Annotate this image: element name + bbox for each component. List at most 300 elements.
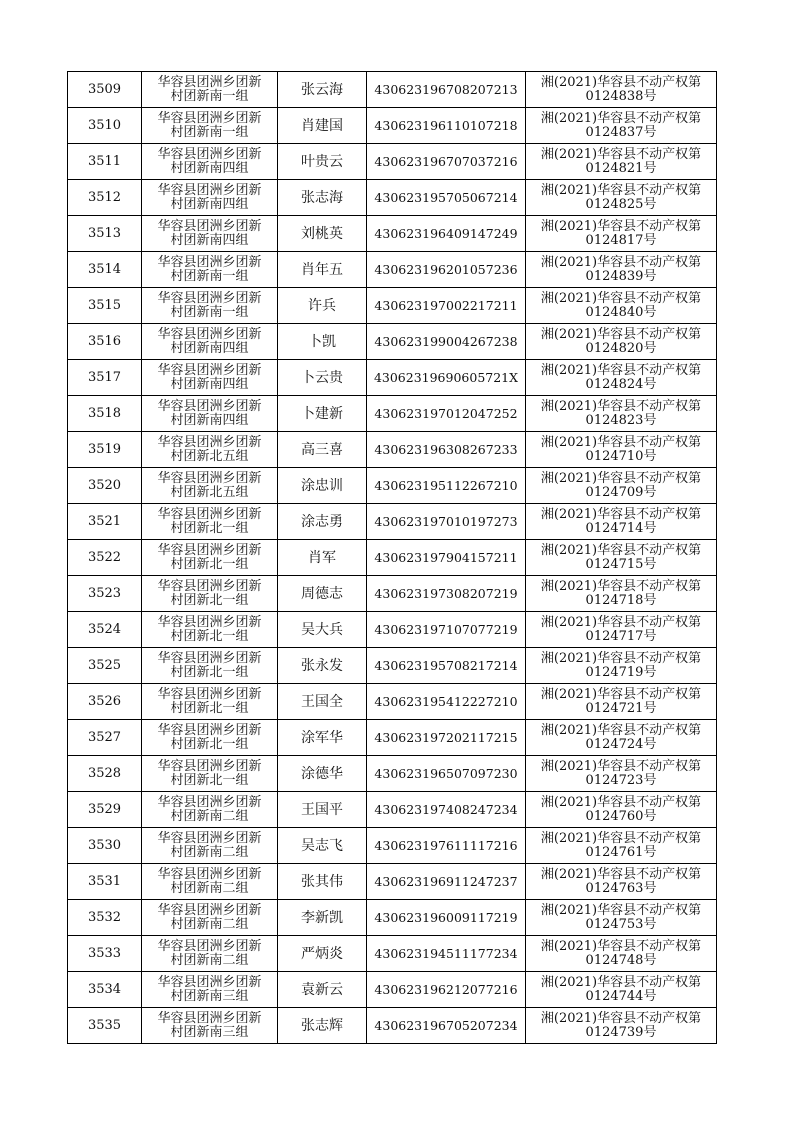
serial-number-cell-text: 3518 [87, 405, 122, 421]
location-cell-text: 华容县团洲乡团新 [157, 146, 262, 162]
serial-number-cell-text: 3523 [87, 585, 122, 601]
table-row [68, 1008, 717, 1044]
location-cell-text: 华容县团洲乡团新 [157, 758, 262, 774]
table-row [68, 360, 717, 396]
owner-name-cell [278, 684, 367, 720]
owner-name-cell [278, 720, 367, 756]
owner-name-cell-text: 高三喜 [301, 441, 343, 458]
table-row [68, 540, 717, 576]
location-cell-text: 村团新南四组 [170, 376, 249, 392]
certificate-number-cell-text: 0124718号 [585, 592, 657, 608]
certificate-number-cell-text: 0124837号 [585, 124, 657, 140]
table-row [68, 864, 717, 900]
owner-name-cell [278, 360, 367, 396]
owner-name-cell [278, 972, 367, 1008]
owner-name-cell [278, 756, 367, 792]
table-row [68, 828, 717, 864]
owner-name-cell [278, 144, 367, 180]
id-number-cell-text: 430623196110107218 [374, 117, 518, 133]
id-number-cell [367, 72, 526, 108]
owner-name-cell [278, 504, 367, 540]
certificate-number-cell [526, 108, 717, 144]
id-number-cell-text: 430623196009117219 [374, 909, 518, 925]
owner-name-cell-text: 张志海 [301, 189, 343, 206]
owner-name-cell [278, 612, 367, 648]
owner-name-cell [278, 180, 367, 216]
table-row [68, 396, 717, 432]
id-number-cell [367, 828, 526, 864]
certificate-number-cell [526, 936, 717, 972]
location-cell [142, 324, 278, 360]
serial-number-cell-text: 3509 [87, 81, 122, 97]
id-number-cell [367, 684, 526, 720]
certificate-number-cell-text: 0124721号 [585, 700, 657, 716]
serial-number-cell-text: 3511 [87, 153, 122, 169]
certificate-number-cell-text: 0124724号 [585, 736, 657, 752]
serial-number-cell [68, 936, 142, 972]
location-cell-text: 华容县团洲乡团新 [157, 218, 262, 234]
location-cell-text: 村团新南四组 [170, 196, 249, 212]
id-number-cell [367, 504, 526, 540]
certificate-number-cell-text: 0124761号 [585, 844, 657, 860]
location-cell [142, 936, 278, 972]
certificate-number-cell-text: 湘(2021)华容县不动产权第 [540, 722, 702, 738]
id-number-cell [367, 468, 526, 504]
id-number-cell-text: 430623197202117215 [374, 729, 518, 745]
location-cell [142, 108, 278, 144]
location-cell-text: 村团新北一组 [170, 520, 249, 536]
serial-number-cell [68, 432, 142, 468]
id-number-cell [367, 144, 526, 180]
location-cell-text: 村团新南四组 [170, 412, 249, 428]
owner-name-cell-text: 许兵 [308, 297, 336, 314]
owner-name-cell-text: 张其伟 [301, 873, 343, 890]
location-cell [142, 216, 278, 252]
id-number-cell-text: 430623196708207213 [374, 81, 518, 97]
owner-name-cell-text: 吴志飞 [301, 837, 343, 854]
certificate-number-cell-text: 湘(2021)华容县不动产权第 [540, 362, 702, 378]
id-number-cell-text: 430623196308267233 [374, 441, 518, 457]
certificate-number-cell-text: 0124840号 [585, 304, 657, 320]
certificate-number-cell-text: 0124715号 [585, 556, 657, 572]
serial-number-cell-text: 3519 [87, 441, 122, 457]
owner-name-cell [278, 432, 367, 468]
certificate-number-cell-text: 湘(2021)华容县不动产权第 [540, 182, 702, 198]
serial-number-cell-text: 3521 [87, 513, 122, 529]
location-cell-text: 华容县团洲乡团新 [157, 506, 262, 522]
id-number-cell-text: 430623197010197273 [374, 513, 518, 529]
certificate-number-cell-text: 湘(2021)华容县不动产权第 [540, 938, 702, 954]
serial-number-cell [68, 684, 142, 720]
location-cell [142, 612, 278, 648]
location-cell-text: 村团新南一组 [170, 124, 249, 140]
table-row [68, 972, 717, 1008]
id-number-cell [367, 972, 526, 1008]
owner-name-cell [278, 648, 367, 684]
location-cell-text: 华容县团洲乡团新 [157, 398, 262, 414]
location-cell [142, 828, 278, 864]
location-cell [142, 684, 278, 720]
owner-name-cell-text: 王国全 [301, 693, 343, 710]
certificate-number-cell-text: 0124763号 [585, 880, 657, 896]
serial-number-cell-text: 3534 [87, 981, 122, 997]
location-cell-text: 华容县团洲乡团新 [157, 1010, 262, 1026]
serial-number-cell [68, 756, 142, 792]
location-cell-text: 村团新北一组 [170, 772, 249, 788]
serial-number-cell-text: 3528 [87, 765, 122, 781]
certificate-number-cell [526, 252, 717, 288]
property-certificate-table [67, 71, 717, 1044]
table-row [68, 144, 717, 180]
location-cell-text: 村团新南二组 [170, 808, 249, 824]
certificate-number-cell-text: 湘(2021)华容县不动产权第 [540, 542, 702, 558]
serial-number-cell-text: 3532 [87, 909, 122, 925]
certificate-number-cell-text: 湘(2021)华容县不动产权第 [540, 614, 702, 630]
serial-number-cell [68, 828, 142, 864]
location-cell-text: 华容县团洲乡团新 [157, 578, 262, 594]
certificate-number-cell [526, 540, 717, 576]
certificate-number-cell-text: 0124723号 [585, 772, 657, 788]
serial-number-cell [68, 1008, 142, 1044]
owner-name-cell [278, 216, 367, 252]
certificate-number-cell [526, 504, 717, 540]
table-row [68, 612, 717, 648]
serial-number-cell [68, 504, 142, 540]
id-number-cell [367, 252, 526, 288]
owner-name-cell [278, 1008, 367, 1044]
location-cell-text: 村团新北五组 [170, 448, 249, 464]
serial-number-cell [68, 864, 142, 900]
id-number-cell-text: 430623197308207219 [374, 585, 518, 601]
table-row [68, 936, 717, 972]
owner-name-cell [278, 252, 367, 288]
id-number-cell-text: 430623195412227210 [374, 693, 518, 709]
certificate-number-cell [526, 324, 717, 360]
serial-number-cell [68, 540, 142, 576]
certificate-number-cell [526, 900, 717, 936]
certificate-number-cell [526, 864, 717, 900]
certificate-number-cell-text: 0124839号 [585, 268, 657, 284]
serial-number-cell-text: 3515 [87, 297, 122, 313]
owner-name-cell [278, 936, 367, 972]
serial-number-cell-text: 3510 [87, 117, 122, 133]
id-number-cell-text: 430623196409147249 [374, 225, 518, 241]
table-row [68, 432, 717, 468]
id-number-cell-text: 430623195705067214 [374, 189, 518, 205]
owner-name-cell-text: 卜建新 [301, 405, 343, 422]
location-cell-text: 华容县团洲乡团新 [157, 686, 262, 702]
serial-number-cell [68, 144, 142, 180]
id-number-cell [367, 900, 526, 936]
serial-number-cell [68, 108, 142, 144]
location-cell-text: 华容县团洲乡团新 [157, 794, 262, 810]
id-number-cell [367, 540, 526, 576]
serial-number-cell [68, 720, 142, 756]
table-row [68, 180, 717, 216]
certificate-number-cell-text: 0124817号 [585, 232, 657, 248]
id-number-cell-text: 430623196212077216 [374, 981, 518, 997]
serial-number-cell-text: 3529 [87, 801, 122, 817]
id-number-cell-text: 430623197904157211 [374, 549, 518, 565]
owner-name-cell-text: 刘桃英 [301, 225, 343, 242]
id-number-cell-text: 430623197408247234 [374, 801, 518, 817]
certificate-number-cell-text: 湘(2021)华容县不动产权第 [540, 758, 702, 774]
serial-number-cell-text: 3524 [87, 621, 122, 637]
serial-number-cell-text: 3526 [87, 693, 122, 709]
location-cell-text: 华容县团洲乡团新 [157, 110, 262, 126]
certificate-number-cell [526, 1008, 717, 1044]
location-cell-text: 华容县团洲乡团新 [157, 614, 262, 630]
table-row [68, 468, 717, 504]
id-number-cell [367, 612, 526, 648]
id-number-cell-text: 430623199004267238 [374, 333, 518, 349]
certificate-number-cell [526, 72, 717, 108]
certificate-number-cell-text: 0124719号 [585, 664, 657, 680]
certificate-number-cell-text: 0124838号 [585, 88, 657, 104]
serial-number-cell-text: 3533 [87, 945, 122, 961]
location-cell [142, 144, 278, 180]
certificate-number-cell [526, 180, 717, 216]
location-cell-text: 村团新南一组 [170, 268, 249, 284]
serial-number-cell [68, 216, 142, 252]
location-cell-text: 村团新北一组 [170, 592, 249, 608]
certificate-number-cell-text: 湘(2021)华容县不动产权第 [540, 650, 702, 666]
location-cell [142, 540, 278, 576]
certificate-number-cell-text: 0124823号 [585, 412, 657, 428]
certificate-number-cell-text: 湘(2021)华容县不动产权第 [540, 794, 702, 810]
owner-name-cell-text: 袁新云 [301, 981, 343, 998]
location-cell-text: 村团新北一组 [170, 664, 249, 680]
id-number-cell-text: 43062319690605721X [373, 369, 519, 385]
id-number-cell [367, 576, 526, 612]
id-number-cell-text: 430623197107077219 [374, 621, 518, 637]
table-row [68, 288, 717, 324]
certificate-number-cell-text: 湘(2021)华容县不动产权第 [540, 146, 702, 162]
serial-number-cell-text: 3530 [87, 837, 122, 853]
owner-name-cell-text: 肖年五 [301, 261, 343, 278]
serial-number-cell [68, 900, 142, 936]
certificate-number-cell-text: 湘(2021)华容县不动产权第 [540, 902, 702, 918]
certificate-number-cell-text: 湘(2021)华容县不动产权第 [540, 218, 702, 234]
location-cell-text: 华容县团洲乡团新 [157, 830, 262, 846]
location-cell-text: 华容县团洲乡团新 [157, 254, 262, 270]
owner-name-cell [278, 828, 367, 864]
serial-number-cell-text: 3520 [87, 477, 122, 493]
owner-name-cell-text: 肖建国 [301, 117, 343, 134]
location-cell [142, 288, 278, 324]
id-number-cell [367, 216, 526, 252]
location-cell [142, 252, 278, 288]
serial-number-cell-text: 3535 [87, 1017, 122, 1033]
location-cell-text: 华容县团洲乡团新 [157, 362, 262, 378]
serial-number-cell-text: 3527 [87, 729, 122, 745]
owner-name-cell [278, 288, 367, 324]
location-cell-text: 华容县团洲乡团新 [157, 326, 262, 342]
certificate-number-cell-text: 湘(2021)华容县不动产权第 [540, 434, 702, 450]
id-number-cell-text: 430623197611117216 [374, 837, 518, 853]
serial-number-cell-text: 3522 [87, 549, 122, 565]
owner-name-cell-text: 叶贵云 [301, 153, 343, 170]
location-cell-text: 村团新南四组 [170, 160, 249, 176]
certificate-number-cell [526, 792, 717, 828]
table-row [68, 252, 717, 288]
location-cell-text: 村团新南一组 [170, 88, 249, 104]
location-cell [142, 396, 278, 432]
certificate-number-cell [526, 972, 717, 1008]
serial-number-cell-text: 3512 [87, 189, 122, 205]
location-cell [142, 1008, 278, 1044]
table-row [68, 684, 717, 720]
owner-name-cell-text: 严炳炎 [301, 945, 343, 962]
serial-number-cell [68, 288, 142, 324]
table-row [68, 324, 717, 360]
serial-number-cell-text: 3514 [87, 261, 122, 277]
certificate-number-cell-text: 0124824号 [585, 376, 657, 392]
id-number-cell [367, 756, 526, 792]
serial-number-cell [68, 792, 142, 828]
owner-name-cell-text: 王国平 [301, 801, 343, 818]
owner-name-cell-text: 涂志勇 [301, 513, 343, 530]
table-row [68, 648, 717, 684]
id-number-cell-text: 430623197002217211 [374, 297, 518, 313]
serial-number-cell-text: 3517 [87, 369, 122, 385]
id-number-cell-text: 430623194511177234 [374, 945, 518, 961]
location-cell-text: 村团新北一组 [170, 736, 249, 752]
location-cell-text: 村团新南一组 [170, 304, 249, 320]
certificate-number-cell-text: 湘(2021)华容县不动产权第 [540, 398, 702, 414]
certificate-number-cell-text: 0124717号 [585, 628, 657, 644]
location-cell-text: 华容县团洲乡团新 [157, 542, 262, 558]
owner-name-cell-text: 张云海 [301, 81, 343, 98]
location-cell-text: 村团新南二组 [170, 880, 249, 896]
certificate-number-cell [526, 432, 717, 468]
location-cell-text: 村团新南三组 [170, 1024, 249, 1040]
location-cell [142, 720, 278, 756]
owner-name-cell [278, 864, 367, 900]
location-cell-text: 村团新北一组 [170, 700, 249, 716]
id-number-cell [367, 360, 526, 396]
owner-name-cell-text: 涂德华 [301, 765, 343, 782]
certificate-number-cell [526, 756, 717, 792]
certificate-number-cell-text: 0124710号 [585, 448, 657, 464]
id-number-cell [367, 180, 526, 216]
table-body [68, 72, 717, 1044]
record-table-container [67, 71, 717, 1044]
serial-number-cell [68, 324, 142, 360]
table-row [68, 720, 717, 756]
serial-number-cell [68, 180, 142, 216]
table-row [68, 72, 717, 108]
location-cell-text: 华容县团洲乡团新 [157, 902, 262, 918]
id-number-cell-text: 430623196911247237 [374, 873, 518, 889]
serial-number-cell [68, 396, 142, 432]
table-row [68, 576, 717, 612]
owner-name-cell [278, 792, 367, 828]
id-number-cell [367, 288, 526, 324]
certificate-number-cell-text: 0124739号 [585, 1024, 657, 1040]
location-cell [142, 468, 278, 504]
location-cell [142, 504, 278, 540]
location-cell-text: 华容县团洲乡团新 [157, 974, 262, 990]
certificate-number-cell-text: 湘(2021)华容县不动产权第 [540, 470, 702, 486]
owner-name-cell [278, 900, 367, 936]
location-cell-text: 华容县团洲乡团新 [157, 722, 262, 738]
certificate-number-cell [526, 468, 717, 504]
certificate-number-cell-text: 湘(2021)华容县不动产权第 [540, 866, 702, 882]
id-number-cell-text: 430623196705207234 [374, 1017, 518, 1033]
serial-number-cell [68, 360, 142, 396]
location-cell-text: 村团新南二组 [170, 952, 249, 968]
certificate-number-cell-text: 0124709号 [585, 484, 657, 500]
certificate-number-cell-text: 0124820号 [585, 340, 657, 356]
id-number-cell [367, 396, 526, 432]
location-cell-text: 华容县团洲乡团新 [157, 470, 262, 486]
certificate-number-cell [526, 396, 717, 432]
location-cell-text: 村团新南四组 [170, 232, 249, 248]
location-cell-text: 村团新南四组 [170, 340, 249, 356]
owner-name-cell [278, 324, 367, 360]
owner-name-cell [278, 576, 367, 612]
certificate-number-cell-text: 湘(2021)华容县不动产权第 [540, 1010, 702, 1026]
location-cell-text: 村团新南二组 [170, 844, 249, 860]
location-cell-text: 华容县团洲乡团新 [157, 938, 262, 954]
location-cell [142, 900, 278, 936]
id-number-cell-text: 430623195112267210 [374, 477, 518, 493]
location-cell-text: 华容县团洲乡团新 [157, 866, 262, 882]
location-cell-text: 华容县团洲乡团新 [157, 290, 262, 306]
table-row [68, 108, 717, 144]
location-cell-text: 华容县团洲乡团新 [157, 74, 262, 90]
id-number-cell [367, 432, 526, 468]
table-row [68, 504, 717, 540]
certificate-number-cell-text: 0124744号 [585, 988, 657, 1004]
location-cell [142, 180, 278, 216]
location-cell-text: 村团新北一组 [170, 556, 249, 572]
certificate-number-cell [526, 648, 717, 684]
certificate-number-cell-text: 湘(2021)华容县不动产权第 [540, 506, 702, 522]
serial-number-cell [68, 612, 142, 648]
owner-name-cell-text: 周德志 [301, 585, 343, 602]
location-cell [142, 360, 278, 396]
location-cell [142, 792, 278, 828]
certificate-number-cell-text: 湘(2021)华容县不动产权第 [540, 686, 702, 702]
id-number-cell [367, 108, 526, 144]
serial-number-cell-text: 3525 [87, 657, 122, 673]
certificate-number-cell-text: 湘(2021)华容县不动产权第 [540, 578, 702, 594]
certificate-number-cell [526, 612, 717, 648]
owner-name-cell-text: 李新凯 [301, 909, 343, 926]
certificate-number-cell [526, 576, 717, 612]
owner-name-cell [278, 108, 367, 144]
id-number-cell-text: 430623195708217214 [374, 657, 518, 673]
serial-number-cell [68, 252, 142, 288]
location-cell-text: 华容县团洲乡团新 [157, 434, 262, 450]
id-number-cell-text: 430623196201057236 [374, 261, 518, 277]
certificate-number-cell-text: 湘(2021)华容县不动产权第 [540, 830, 702, 846]
owner-name-cell-text: 吴大兵 [301, 621, 343, 638]
certificate-number-cell [526, 720, 717, 756]
id-number-cell [367, 648, 526, 684]
id-number-cell-text: 430623196507097230 [374, 765, 518, 781]
serial-number-cell [68, 972, 142, 1008]
serial-number-cell-text: 3516 [87, 333, 122, 349]
certificate-number-cell [526, 684, 717, 720]
location-cell [142, 576, 278, 612]
serial-number-cell-text: 3531 [87, 873, 122, 889]
certificate-number-cell-text: 0124825号 [585, 196, 657, 212]
location-cell [142, 432, 278, 468]
certificate-number-cell-text: 湘(2021)华容县不动产权第 [540, 74, 702, 90]
